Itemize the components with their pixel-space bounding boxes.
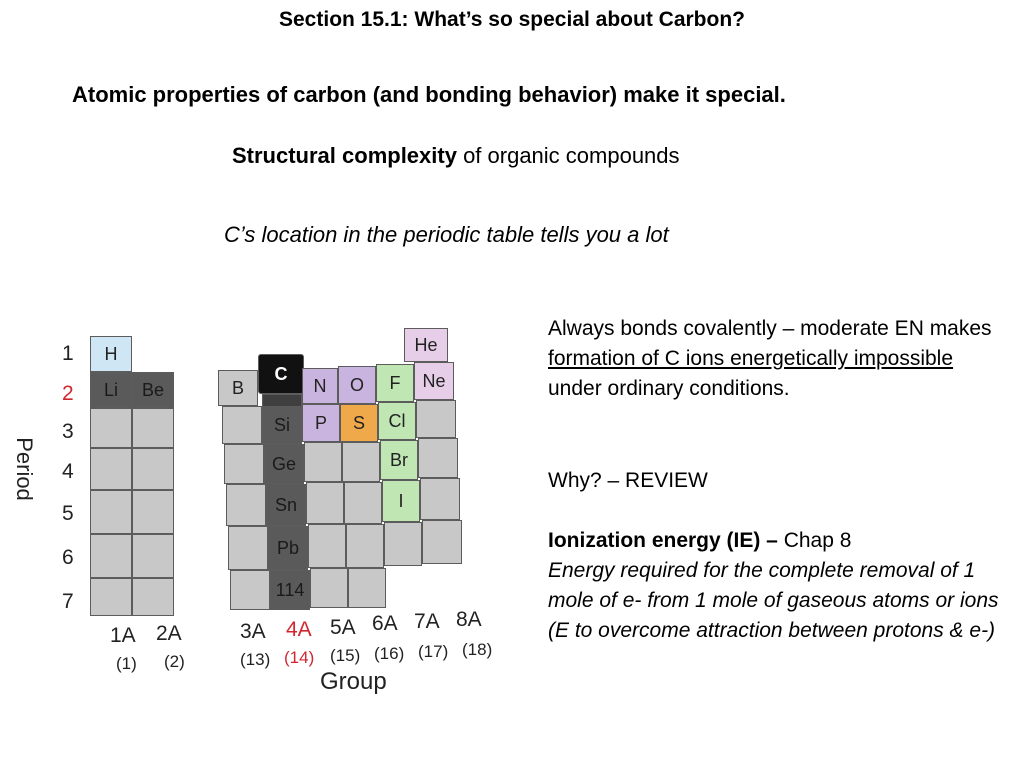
group-label-5A: 5A bbox=[330, 616, 356, 639]
element-cell bbox=[230, 570, 270, 610]
group-label-7A: 7A bbox=[414, 610, 440, 633]
ionization-energy-chapter: Chap 8 bbox=[783, 529, 852, 552]
period-number: 1 bbox=[62, 342, 74, 365]
element-cell-P: P bbox=[302, 404, 340, 442]
group-number-16: (16) bbox=[374, 644, 405, 663]
element-cell bbox=[348, 568, 386, 608]
period-number: 3 bbox=[62, 420, 74, 443]
element-cell-F: F bbox=[376, 364, 414, 402]
element-cell bbox=[344, 482, 382, 524]
element-cell bbox=[132, 490, 174, 534]
element-cell-H: H bbox=[90, 336, 132, 372]
ionization-energy-definition: Energy required for the complete removal of 1 mole of e- from 1 mole of gaseous atoms or ions (E to overcome attraction between protons & e-) bbox=[548, 559, 999, 642]
element-cell-Li: Li bbox=[90, 372, 132, 408]
group-axis-label: Group bbox=[320, 668, 387, 695]
group-number-17: (17) bbox=[418, 642, 449, 661]
element-cell-Pb: Pb bbox=[268, 526, 308, 570]
element-cell-He: He bbox=[404, 328, 448, 362]
group-label-6A: 6A bbox=[372, 612, 398, 635]
structural-complexity-rest: of organic compounds bbox=[456, 143, 680, 168]
element-cell bbox=[304, 442, 342, 482]
element-cell-Be: Be bbox=[132, 372, 174, 408]
notes-column bbox=[548, 314, 1008, 646]
element-cell bbox=[384, 522, 422, 566]
covalent-note-text: Always bonds covalently – moderate EN makes bbox=[548, 317, 992, 340]
group-number-14: (14) bbox=[284, 648, 315, 667]
element-cell-Cl: Cl bbox=[378, 402, 416, 440]
period-number: 4 bbox=[62, 460, 74, 483]
element-cell bbox=[308, 524, 346, 568]
ionization-energy-heading bbox=[548, 526, 1008, 556]
group-number-15: (15) bbox=[330, 646, 361, 665]
period-axis-label: Period bbox=[11, 437, 37, 501]
element-cell bbox=[90, 534, 132, 578]
element-cell bbox=[226, 484, 266, 526]
group-label-4A: 4A bbox=[286, 618, 312, 641]
element-cell bbox=[306, 482, 344, 524]
element-cell bbox=[422, 520, 462, 564]
location-note: C’s location in the periodic table tells you a lot bbox=[224, 222, 669, 247]
structural-complexity-bold: Structural complexity bbox=[232, 143, 457, 168]
element-cell-Sn: Sn bbox=[266, 484, 306, 526]
element-cell-Ne: Ne bbox=[414, 362, 454, 400]
group-label-1A: 1A bbox=[110, 624, 136, 647]
element-cell-C: C bbox=[258, 354, 304, 394]
group-number-18: (18) bbox=[462, 640, 493, 659]
element-cell-I: I bbox=[382, 480, 420, 522]
ionization-energy-bold: Ionization energy (IE) – bbox=[548, 529, 784, 552]
why-review: Why? – REVIEW bbox=[548, 469, 708, 492]
group-number-1: (1) bbox=[116, 654, 137, 673]
group-label-8A: 8A bbox=[456, 608, 482, 631]
group-number-2: (2) bbox=[164, 652, 185, 671]
element-cell bbox=[228, 526, 268, 570]
element-cell bbox=[342, 442, 380, 482]
element-cell bbox=[222, 406, 262, 444]
element-cell-Br: Br bbox=[380, 440, 418, 480]
covalent-bond-note bbox=[548, 314, 1008, 404]
element-cell bbox=[346, 524, 384, 568]
element-cell bbox=[90, 578, 132, 616]
element-cell bbox=[416, 400, 456, 438]
slide-title: Section 15.1: What’s so special about Carbon? bbox=[279, 8, 745, 31]
period-number: 6 bbox=[62, 546, 74, 569]
element-cell-S: S bbox=[340, 404, 378, 442]
group-label-3A: 3A bbox=[240, 620, 266, 643]
element-cell-Ge: Ge bbox=[264, 444, 304, 484]
element-cell-O: O bbox=[338, 366, 376, 404]
group-label-2A: 2A bbox=[156, 622, 182, 645]
element-cell bbox=[90, 448, 132, 490]
period-number: 5 bbox=[62, 502, 74, 525]
element-cell-114: 114 bbox=[270, 570, 310, 610]
element-cell-Si: Si bbox=[262, 406, 302, 444]
element-cell bbox=[132, 578, 174, 616]
element-cell bbox=[90, 408, 132, 448]
periodic-table-figure bbox=[0, 306, 520, 706]
slide-subtitle: Atomic properties of carbon (and bonding behavior) make it special. bbox=[72, 82, 786, 107]
covalent-note-underlined: formation of C ions energetically impossible bbox=[548, 347, 954, 370]
element-cell bbox=[224, 444, 264, 484]
element-cell bbox=[132, 408, 174, 448]
element-cell-N: N bbox=[302, 368, 338, 404]
element-cell bbox=[418, 438, 458, 478]
period-number: 7 bbox=[62, 590, 74, 613]
element-cell bbox=[132, 448, 174, 490]
covalent-note-end: under ordinary conditions. bbox=[548, 377, 790, 400]
element-cell bbox=[310, 568, 348, 608]
structural-complexity-line bbox=[232, 143, 680, 169]
group-number-13: (13) bbox=[240, 650, 271, 669]
element-cell bbox=[420, 478, 460, 520]
element-cell-B: B bbox=[218, 370, 258, 406]
element-cell bbox=[90, 490, 132, 534]
period-number: 2 bbox=[62, 382, 74, 405]
element-cell bbox=[132, 534, 174, 578]
